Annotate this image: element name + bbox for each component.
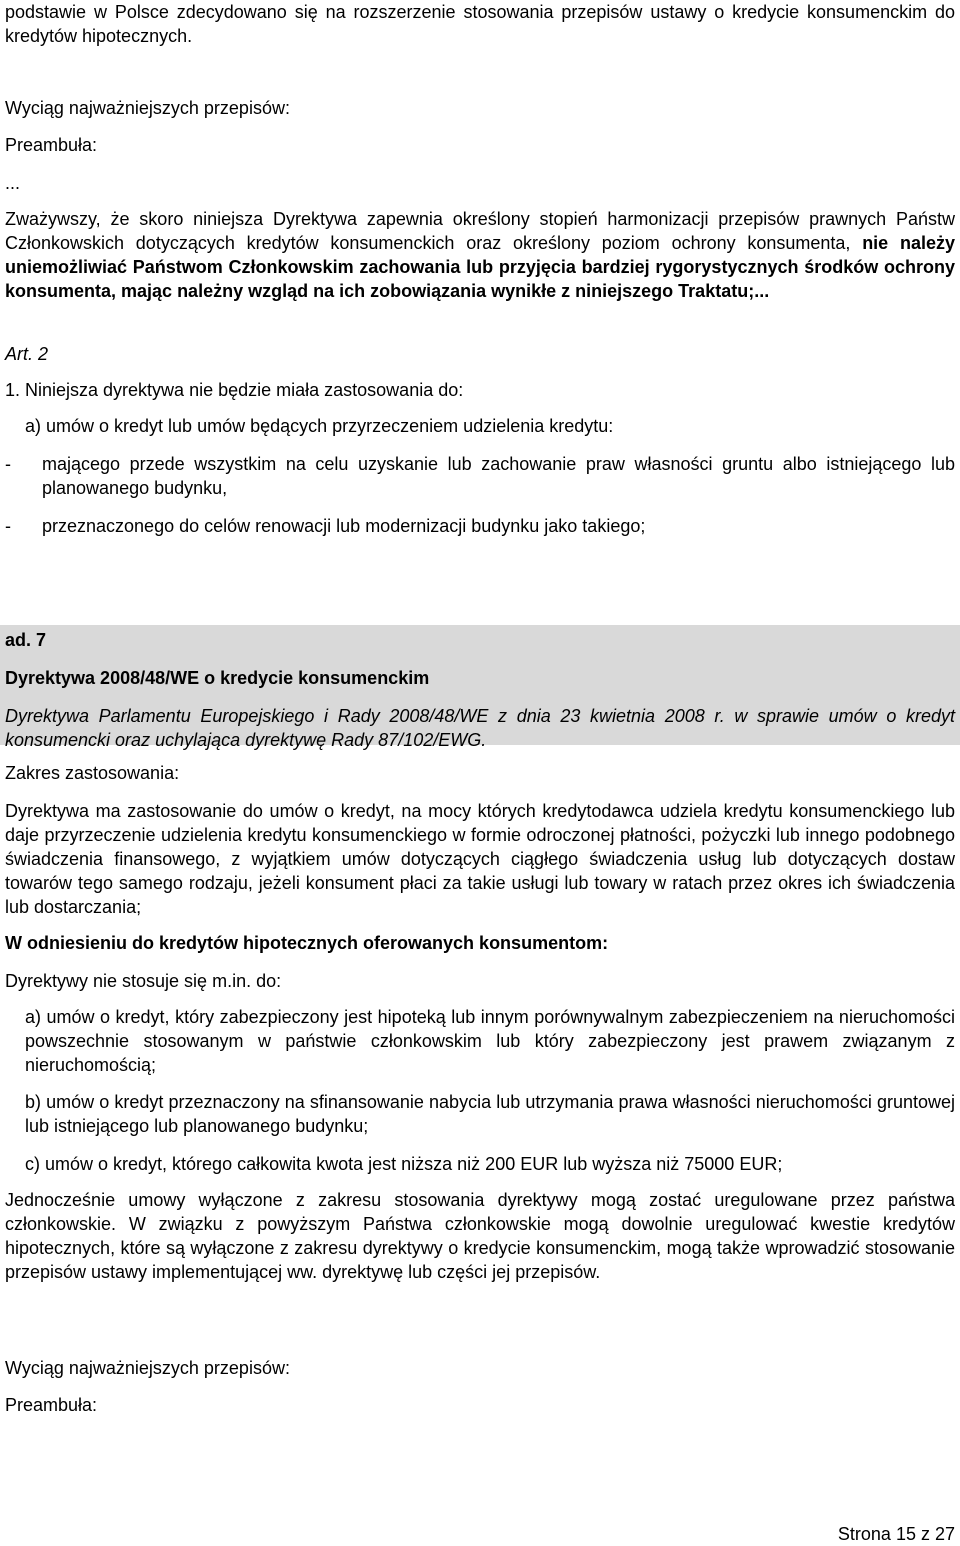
preamble-text-bold: nie należy uniemożliwiać Państwom Członkowskim zachowania lub przyjęcia bardziej rygorystycznych środków ochrony konsumenta, mając należny wzgląd na ich zobowiązania wynikłe z niniejszego Traktatu;... xyxy=(5,233,955,301)
section1-heading: Wyciąg najważniejszych przepisów: xyxy=(5,98,290,118)
ad-block xyxy=(0,625,960,750)
mortgage-intro: Dyrektywy nie stosuje się m.in. do: xyxy=(5,971,282,991)
ad-title: Dyrektywa 2008/48/WE o kredycie konsumenckim xyxy=(5,668,430,688)
art-point-1: 1. Niniejsza dyrektywa nie będzie miała zastosowania do: xyxy=(5,380,464,400)
mortgage-item: a) umów o kredyt, który zabezpieczony jest hipoteką lub innym porównywalnym zabezpieczeniem na nieruchomości powszechnie stosowanym w państwie członkowskim lub który zabezpieczony jest prawem związanym z nieruchomością; xyxy=(25,1007,955,1075)
dash-mark: - xyxy=(5,454,11,474)
art-point-a: a) umów o kredyt lub umów będących przyrzeczeniem udzielenia kredytu: xyxy=(25,416,614,436)
ad-subtitle: Dyrektywa Parlamentu Europejskiego i Rady 2008/48/WE z dnia 23 kwietnia 2008 r. w sprawie umów o kredyt konsumencki oraz uchylająca dyrektywę Rady 87/102/EWG. xyxy=(5,706,955,750)
section2-heading: Wyciąg najważniejszych przepisów: xyxy=(5,1358,290,1378)
preamble-text xyxy=(5,207,955,303)
dash-item-text: przeznaczonego do celów renowacji lub modernizacji budynku jako takiego; xyxy=(42,516,646,536)
dash-item xyxy=(5,452,955,500)
intro-continuation: podstawie w Polsce zdecydowano się na rozszerzenie stosowania przepisów ustawy o kredycie konsumenckim do kredytów hipotecznych. xyxy=(5,2,955,46)
page-number: Strona 15 z 27 xyxy=(837,1524,955,1544)
dash-item-text: mającego przede wszystkim na celu uzyskanie lub zachowanie praw własności gruntu albo istniejącego lub planowanego budynku, xyxy=(42,454,955,498)
section1-ellipsis: ... xyxy=(5,173,21,193)
dash-mark: - xyxy=(5,516,11,536)
art-label: Art. 2 xyxy=(5,344,49,364)
section2-preamble-label: Preambuła: xyxy=(5,1395,98,1415)
dash-item xyxy=(5,514,955,538)
ad-label: ad. 7 xyxy=(5,630,47,650)
mortgage-heading: W odniesieniu do kredytów hipotecznych oferowanych konsumentom: xyxy=(5,933,609,953)
preamble-text-plain: Zważywszy, że skoro niniejsza Dyrektywa zapewnia określony stopień harmonizacji przepisów prawnych Państw Członkowskich dotyczących kredytów konsumenckich oraz określony poziom ochrony konsumenta, xyxy=(5,209,955,253)
mortgage-item: b) umów o kredyt przeznaczony na sfinansowanie nabycia lub utrzymania prawa własności nieruchomości gruntowej lub istniejącego lub planowanego budynku; xyxy=(25,1092,955,1136)
scope-text: Dyrektywa ma zastosowanie do umów o kredyt, na mocy których kredytodawca udziela kredytu konsumenckiego lub daje przyrzeczenie udzielenia kredytu konsumenckiego w formie odroczonej płatności, pożyczki lub innego podobnego świadczenia finansowego, z wyjątkiem umów dotyczących ciągłego świadczenia usług lub dotyczących dostaw towarów tego samego rodzaju, jeżeli konsument płaci za takie usługi lub towary w ratach przez okres ich świadczenia lub dostarczania; xyxy=(5,801,955,917)
mortgage-item: c) umów o kredyt, którego całkowita kwota jest niższa niż 200 EUR lub wyższa niż 75000 EUR; xyxy=(25,1154,783,1174)
scope-heading: Zakres zastosowania: xyxy=(5,763,180,783)
mortgage-closing: Jednocześnie umowy wyłączone z zakresu stosowania dyrektywy mogą zostać uregulowane przez państwa członkowskie. W związku z powyższym Państwa członkowskie mogą dowolnie uregulować kwestie kredytów hipotecznych, które są wyłączone z zakresu dyrektywy o kredycie konsumenckim, mogą także wprowadzić stosowanie przepisów ustawy implementującej ww. dyrektywę lub części jej przepisów. xyxy=(5,1190,955,1282)
section1-preamble-label: Preambuła: xyxy=(5,135,98,155)
